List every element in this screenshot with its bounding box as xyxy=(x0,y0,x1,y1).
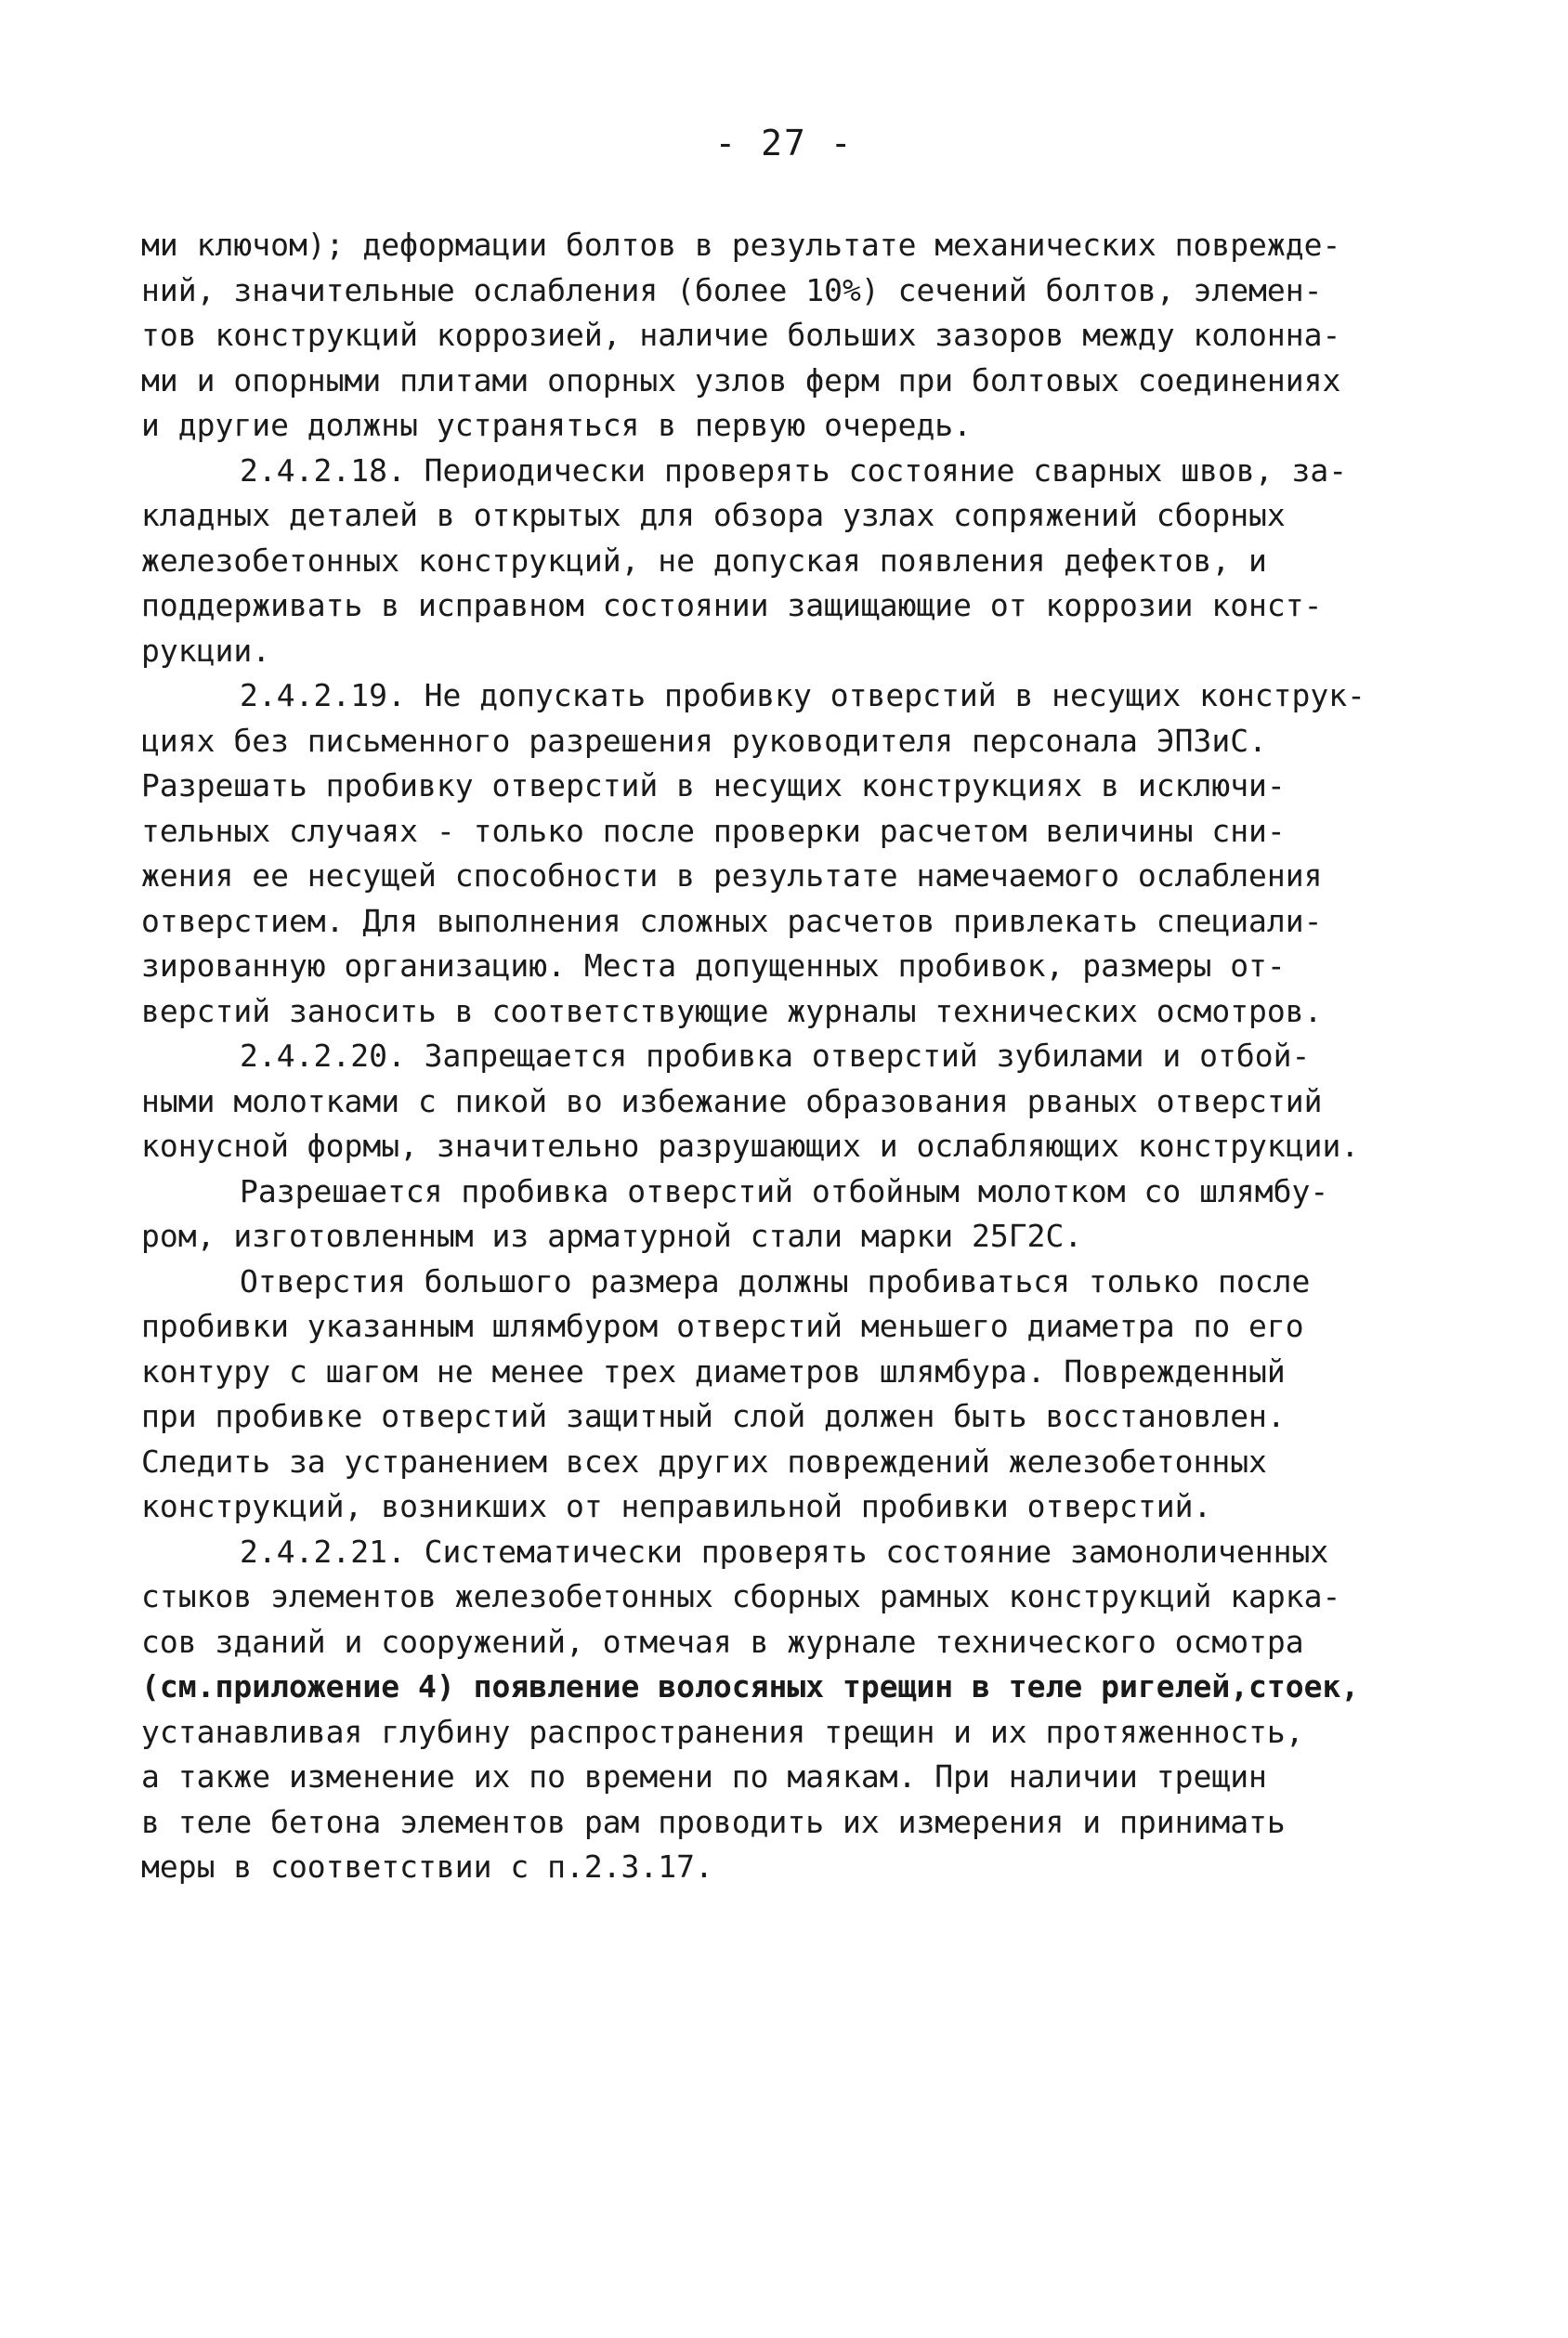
text-line: ными молотками с пикой во избежание образования рваных отверстий xyxy=(141,1082,1323,1119)
text-line: Следить за устранением всех других повреждений железобетонных xyxy=(141,1443,1267,1480)
page-number: - 27 - xyxy=(714,123,854,163)
text-line: железобетонных конструкций, не допуская появления дефектов, и xyxy=(141,542,1267,579)
text-line: ми и опорными плитами опорных узлов ферм при болтовых соединениях xyxy=(141,361,1341,398)
text-line: Разрешается пробивка отверстий отбойным молотком со шлямбу- xyxy=(240,1172,1329,1209)
text-line: конусной формы, значительно разрушающих и ослабляющих конструкции. xyxy=(141,1128,1360,1164)
text-line: отверстием. Для выполнения сложных расчетов привлекать специали- xyxy=(141,902,1323,939)
text-line: поддерживать в исправном состоянии защищающие от коррозии конст- xyxy=(141,587,1323,623)
text-line: конструкций, возникших от неправильной пробивки отверстий. xyxy=(141,1488,1212,1524)
document-body xyxy=(141,223,1405,1890)
text-line: ми ключом); деформации болтов в результате механических поврежде- xyxy=(141,227,1341,263)
text-line: тов конструкций коррозией, наличие больших зазоров между колонна- xyxy=(141,317,1341,353)
text-line: циях без письменного разрешения руководителя персонала ЭПЗиС. xyxy=(141,722,1267,759)
text-line: а также изменение их по времени по маякам. При наличии трещин xyxy=(141,1758,1267,1795)
text-line: сов зданий и сооружений, отмечая в журнале технического осмотра xyxy=(141,1623,1304,1660)
text-line: 2.4.2.20. Запрещается пробивка отверстий зубилами и отбой- xyxy=(240,1038,1311,1074)
text-line: контуру с шагом не менее трех диаметров шлямбура. Поврежденный xyxy=(141,1352,1286,1390)
text-line: зированную организацию. Места допущенных пробивок, размеры от- xyxy=(141,947,1286,984)
text-line: при пробивке отверстий защитный слой должен быть восстановлен. xyxy=(141,1398,1286,1434)
text-line: кладных деталей в открытых для обзора узлах сопряжений сборных xyxy=(141,497,1286,533)
text-line: меры в соответствии с п.2.3.17. xyxy=(141,1848,713,1885)
text-line: ром, изготовленным из арматурной стали марки 25Г2С. xyxy=(141,1218,1083,1254)
text-line: и другие должны устраняться в первую очередь. xyxy=(141,407,973,443)
text-line: 2.4.2.19. Не допускать пробивку отверстий в несущих конструк- xyxy=(240,677,1365,713)
text-line: стыков элементов железобетонных сборных рамных конструкций карка- xyxy=(141,1578,1341,1614)
text-line: Разрешать пробивку отверстий в несущих конструкциях в исключи- xyxy=(141,767,1286,803)
text-line: рукции. xyxy=(141,632,271,669)
text-line: ний, значительные ослабления (более 10%) сечений болтов, элемен- xyxy=(141,271,1323,308)
text-line: (см.приложение 4) появление волосяных трещин в теле ригелей,стоек, xyxy=(141,1668,1360,1705)
text-line: жения ее несущей способности в результате намечаемого ослабления xyxy=(141,857,1323,894)
text-line: Отверстия большого размера должны пробиваться только после xyxy=(240,1262,1311,1300)
text-line: тельных случаях - только после проверки расчетом величины сни- xyxy=(141,812,1286,849)
text-line: устанавливая глубину распространения трещин и их протяженность, xyxy=(141,1713,1304,1750)
text-line: в теле бетона элементов рам проводить их измерения и принимать xyxy=(141,1803,1286,1840)
text-line: верстий заносить в соответствующие журналы технических осмотров. xyxy=(141,992,1323,1029)
text-line: 2.4.2.21. Систематически проверять состояние замоноличенных xyxy=(240,1533,1329,1570)
text-line: 2.4.2.18. Периодически проверять состояние сварных швов, за- xyxy=(240,451,1348,489)
text-line: пробивки указанным шлямбуром отверстий меньшего диаметра по его xyxy=(141,1308,1304,1344)
